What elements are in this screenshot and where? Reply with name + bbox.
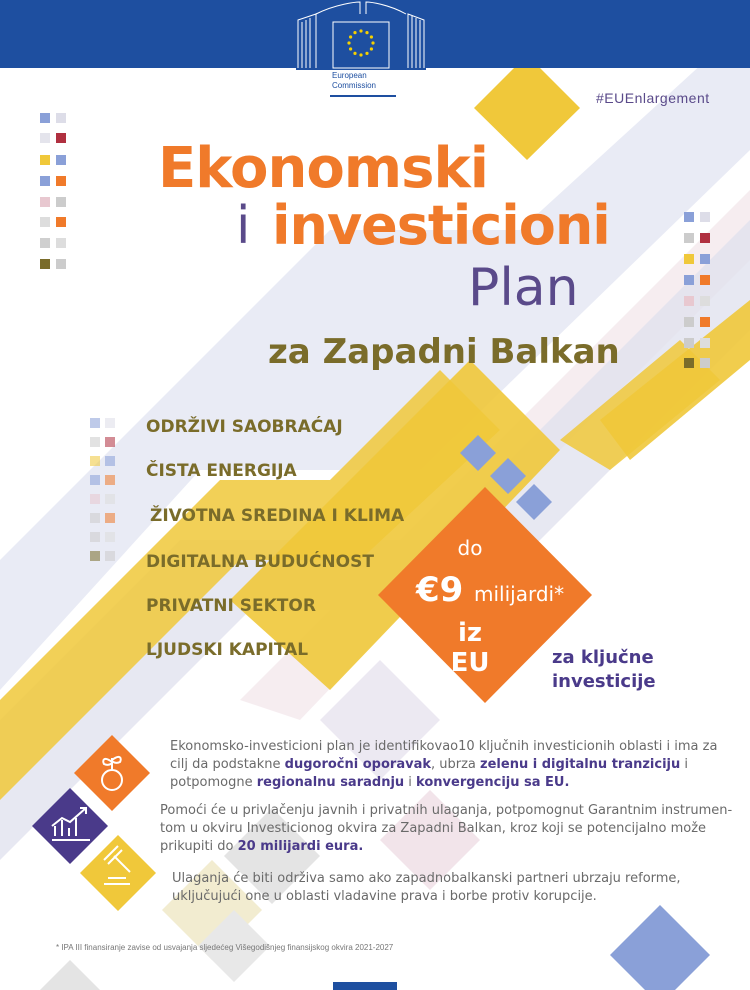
p1-highlight: dugoročni oporavak	[284, 757, 431, 772]
hashtag: #EUEnlargement	[596, 90, 710, 106]
p1-text: , ubrza	[431, 757, 481, 772]
paragraph-investment	[160, 802, 740, 856]
bottom-accent-bar	[333, 982, 397, 990]
gavel-icon	[100, 846, 136, 886]
funding-amount: €9	[416, 570, 464, 610]
funding-do: do	[457, 536, 483, 560]
area-item: ČISTA ENERGIJA	[146, 461, 297, 481]
logo-line-2: Commission	[332, 81, 377, 90]
european-commission-label	[332, 71, 412, 91]
p1-highlight: regionalnu saradnju	[256, 775, 405, 790]
p1-text: Ekonomsko-investicioni plan je identifikovao10 ključnih investicionih oblasti i ima za cilj da podstakne	[170, 739, 718, 772]
p1-text: i potpomogne	[170, 757, 689, 790]
plant-globe-icon	[94, 755, 130, 791]
p1-highlight: konvergenciju sa EU.	[416, 775, 570, 790]
funding-unit: milijardi*	[474, 582, 565, 606]
paragraph-reforms: Ulaganja će biti održiva samo ako zapadnobalkanski partneri ubrzaju reforme, uključujući one u oblasti vladavine prava i borbe protiv korupcije.	[172, 871, 681, 904]
funding-source: iz EU	[450, 618, 490, 678]
area-item: PRIVATNI SEKTOR	[146, 596, 316, 616]
p2-highlight: 20 milijardi eura.	[237, 839, 364, 854]
funding-purpose	[552, 646, 712, 694]
area-item: ŽIVOTNA SREDINA I KLIMA	[150, 506, 405, 526]
funding-purpose-line-1: za ključne	[552, 647, 654, 668]
logo-line-1: European	[332, 71, 367, 80]
p2-text: Pomoći će u privlačenju javnih i privatnih ulaganja, potpomognut Garantnim instrumen-tom u okviru Investicionog okvira za Zapadni Balkan, kroz koji se potencijalno može prikupiti do	[160, 803, 733, 854]
growth-chart-icon	[50, 806, 90, 842]
funding-purpose-line-2: investicije	[552, 671, 656, 692]
paragraph-plan-goals	[170, 738, 730, 792]
area-item: DIGITALNA BUDUĆNOST	[146, 552, 374, 572]
title-subtitle: za Zapadni Balkan	[268, 332, 620, 372]
title-line-1: Ekonomski	[158, 136, 488, 201]
p1-text: i	[404, 775, 417, 790]
area-item: LJUDSKI KAPITAL	[146, 640, 309, 660]
area-item: ODRŽIVI SAOBRAĆAJ	[146, 417, 343, 437]
title-line-3: Plan	[468, 258, 579, 318]
title-line-2: investicioni	[272, 194, 610, 257]
title-line-2-prefix: i	[236, 196, 251, 256]
footnote: * IPA III finansiranje zavise od usvajanja sljedećeg Višegodišnjeg finansijskog okvira 2021-2027	[56, 943, 394, 952]
logo-underline	[330, 95, 396, 97]
p1-highlight: zelenu i digitalnu tranziciju	[480, 757, 681, 772]
